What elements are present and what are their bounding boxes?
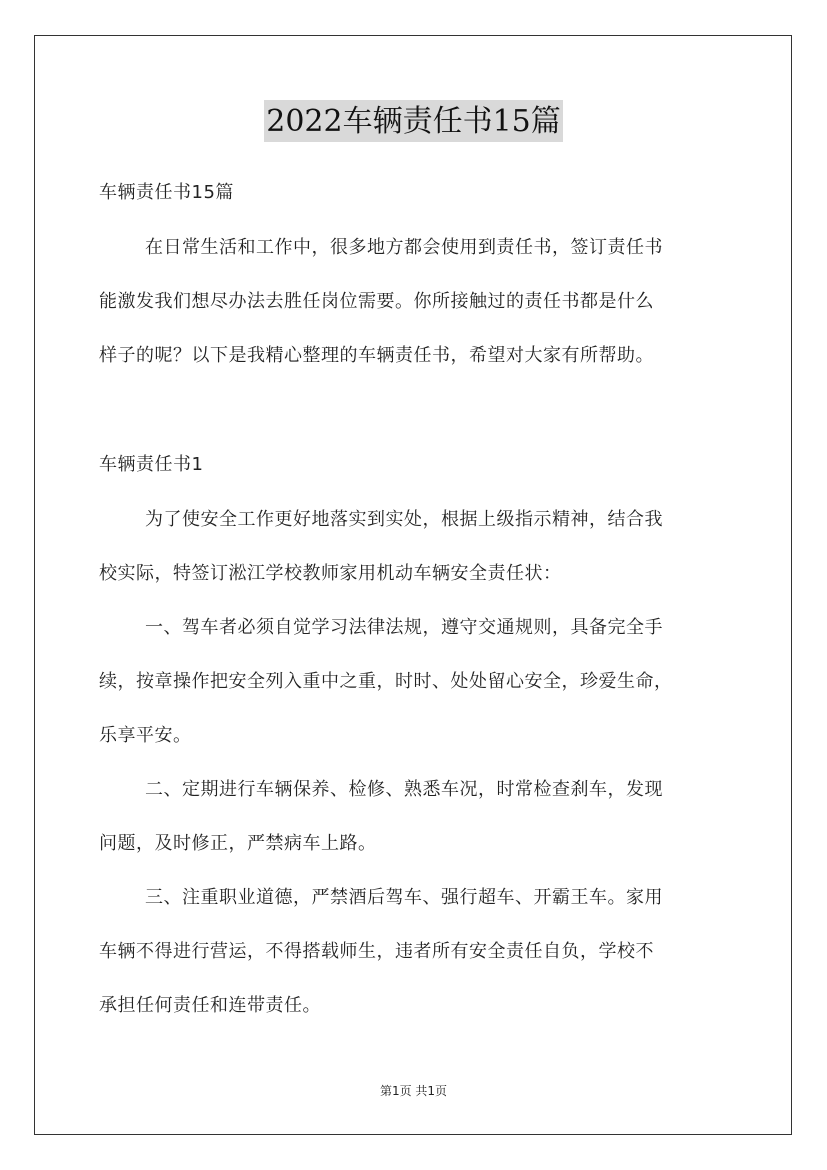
document-subtitle: 车辆责任书15篇 bbox=[99, 182, 234, 203]
intro-line-2: 能激发我们想尽办法去胜任岗位需要。你所接触过的责任书都是什么 bbox=[99, 291, 654, 312]
document-title: 2022车辆责任书15篇 bbox=[264, 100, 563, 142]
document-title-wrap bbox=[0, 100, 827, 142]
section1-heading: 车辆责任书1 bbox=[99, 454, 204, 475]
section1-item3-line-3: 承担任何责任和连带责任。 bbox=[99, 995, 321, 1016]
section1-item1-line-1: 一、驾车者必须自觉学习法律法规，遵守交通规则，具备完全手 bbox=[145, 617, 663, 638]
section1-para1-line-2: 校实际，特签订淞江学校教师家用机动车辆安全责任状： bbox=[99, 563, 562, 584]
section1-item3-line-2: 车辆不得进行营运，不得搭载师生，违者所有安全责任自负，学校不 bbox=[99, 941, 654, 962]
intro-line-1: 在日常生活和工作中，很多地方都会使用到责任书，签订责任书 bbox=[145, 237, 663, 258]
section1-item3-line-1: 三、注重职业道德，严禁酒后驾车、强行超车、开霸王车。家用 bbox=[145, 887, 663, 908]
intro-line-3: 样子的呢？以下是我精心整理的车辆责任书，希望对大家有所帮助。 bbox=[99, 345, 654, 366]
section1-item1-line-3: 乐享平安。 bbox=[99, 725, 192, 746]
section1-para1-line-1: 为了使安全工作更好地落实到实处，根据上级指示精神，结合我 bbox=[145, 509, 663, 530]
section1-item2-line-1: 二、定期进行车辆保养、检修、熟悉车况，时常检查刹车，发现 bbox=[145, 779, 663, 800]
page-footer: 第1页 共1页 bbox=[379, 1084, 448, 1098]
section1-item2-line-2: 问题，及时修正，严禁病车上路。 bbox=[99, 833, 377, 854]
section1-item1-line-2: 续，按章操作把安全列入重中之重，时时、处处留心安全，珍爱生命， bbox=[99, 671, 673, 692]
